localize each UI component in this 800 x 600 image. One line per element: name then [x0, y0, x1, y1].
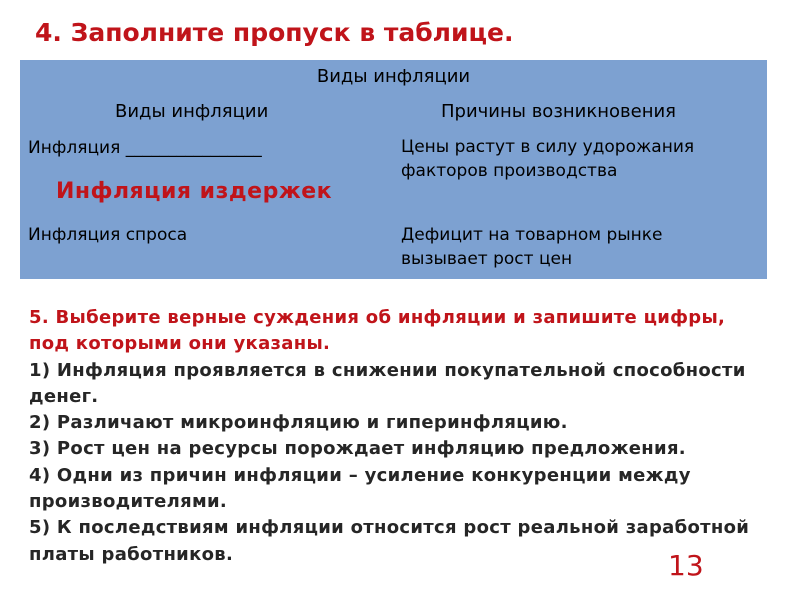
task-5 [29, 305, 769, 568]
column-header-causes: Причины возникновения [441, 101, 676, 122]
table-cell-row1-type: Инфляция ________________ [28, 138, 262, 158]
table-caption: Виды инфляции [316, 66, 471, 87]
page-number: 13 [668, 549, 704, 582]
table-answer-row1: Инфляция издержек [56, 179, 333, 204]
table-cell-row2-type: Инфляция спроса [28, 225, 188, 245]
table-cell-row1-cause: Цены растут в силу удорожания факторов производства [401, 137, 695, 181]
inflation-table [20, 60, 767, 279]
task-5-item-3: 3) Рост цен на ресурсы порождает инфляцию предложения. [29, 438, 686, 460]
task-5-item-5: 5) К последствиям инфляции относится рост реальной заработной платы работников. [29, 517, 750, 565]
column-header-types: Виды инфляции [115, 101, 269, 122]
task-5-title: 5. Выберите верные суждения об инфляции и запишите цифры, под которыми они указаны. [29, 307, 726, 355]
task-5-item-2: 2) Различают микроинфляцию и гиперинфляцию. [29, 412, 568, 434]
table-cell-row2-cause: Дефицит на товарном рынке вызывает рост цен [401, 225, 663, 269]
task-5-item-4: 4) Одни из причин инфляции – усиление конкуренции между производителями. [29, 464, 691, 513]
slide-heading: 4. Заполните пропуск в таблице. [35, 18, 514, 47]
task-5-item-1: 1) Инфляция проявляется в снижении покупательной способности денег. [29, 359, 746, 407]
